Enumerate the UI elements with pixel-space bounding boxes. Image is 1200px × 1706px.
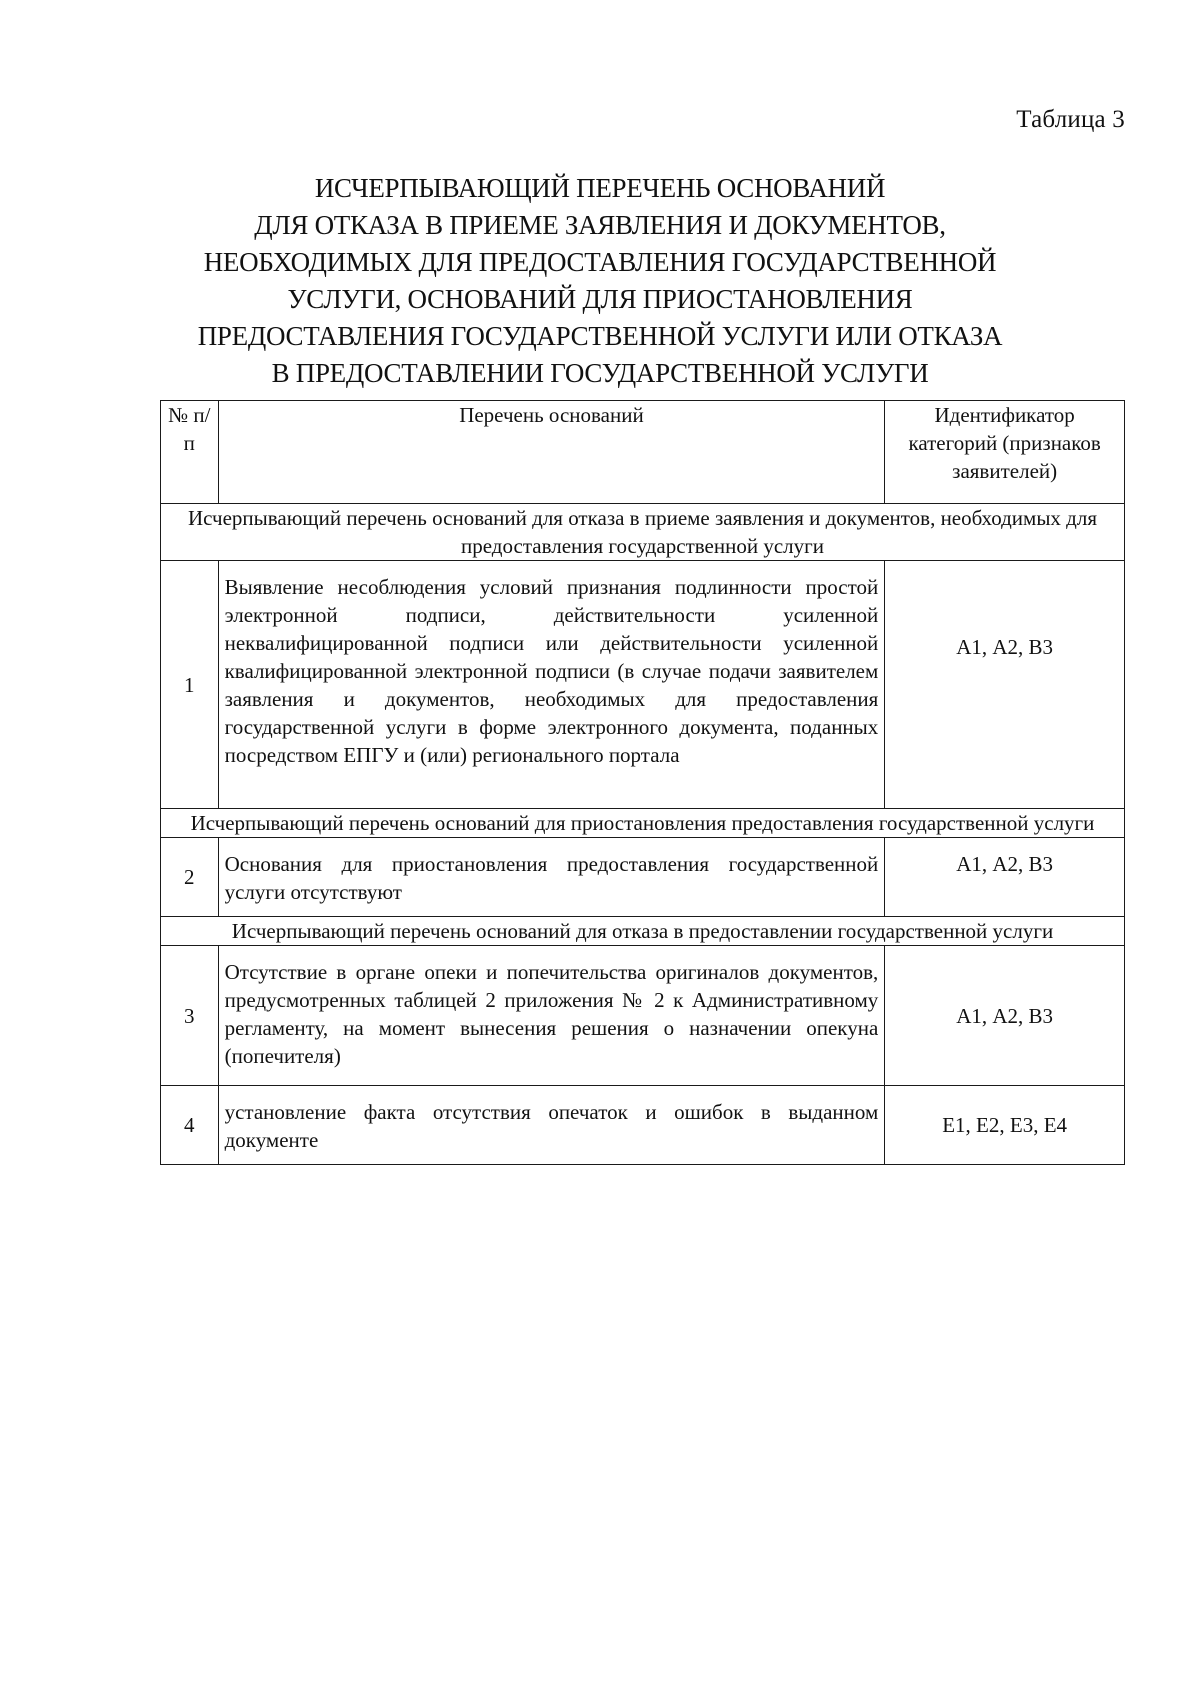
header-number: № п/п <box>161 401 219 504</box>
section-header-row <box>161 917 1125 946</box>
title-line: ДЛЯ ОТКАЗА В ПРИЕМЕ ЗАЯВЛЕНИЯ И ДОКУМЕНТОВ, <box>254 210 946 240</box>
title-line: В ПРЕДОСТАВЛЕНИИ ГОСУДАРСТВЕННОЙ УСЛУГИ <box>271 358 929 388</box>
title-line: ПРЕДОСТАВЛЕНИЯ ГОСУДАРСТВЕННОЙ УСЛУГИ ИЛИ ОТКАЗА <box>197 321 1003 351</box>
document-title <box>150 170 1050 392</box>
row-identifier: А1, А2, В3 <box>885 946 1125 1086</box>
row-identifier: А1, А2, В3 <box>885 561 1125 809</box>
row-number: 2 <box>161 838 219 917</box>
table-row <box>161 838 1125 917</box>
row-reason-text: Основания для приостановления предоставления государственной услуги отсутствуют <box>218 838 885 917</box>
table-header-row <box>161 401 1125 504</box>
table-label: Таблица 3 <box>1016 106 1125 133</box>
row-reason-text: Отсутствие в органе опеки и попечительства оригиналов документов, предусмотренных таблицей 2 приложения № 2 к Административному регламенту, на момент вынесения решения о назначении опекуна (попечителя) <box>218 946 885 1086</box>
row-reason-text: установление факта отсутствия опечаток и ошибок в выданном документе <box>218 1086 885 1165</box>
title-line: ИСЧЕРПЫВАЮЩИЙ ПЕРЕЧЕНЬ ОСНОВАНИЙ <box>314 173 886 203</box>
section-title-refusal-acceptance: Исчерпывающий перечень оснований для отказа в приеме заявления и документов, необходимых для предоставления государственной услуги <box>161 504 1125 561</box>
table-row <box>161 946 1125 1086</box>
row-number: 1 <box>161 561 219 809</box>
row-identifier: А1, А2, В3 <box>885 838 1125 917</box>
title-line: УСЛУГИ, ОСНОВАНИЙ ДЛЯ ПРИОСТАНОВЛЕНИЯ <box>287 284 913 314</box>
section-title-suspension: Исчерпывающий перечень оснований для приостановления предоставления государственной услуги <box>161 809 1125 838</box>
row-number: 4 <box>161 1086 219 1165</box>
row-identifier: Е1, Е2, Е3, Е4 <box>885 1086 1125 1165</box>
table-row <box>161 1086 1125 1165</box>
section-header-row <box>161 809 1125 838</box>
row-number: 3 <box>161 946 219 1086</box>
row-reason-text: Выявление несоблюдения условий признания подлинности простой электронной подписи, действительности усиленной неквалифицированной подписи или действительности усиленной квалифицированной электронной подписи (в случае подачи заявителем заявления и документов, необходимых для предоставления государственной услуги в форме электронного документа, поданных посредством ЕПГУ и (или) регионального портала <box>218 561 885 809</box>
header-identifier: Идентификатор категорий (признаков заявителей) <box>885 401 1125 504</box>
header-reasons: Перечень оснований <box>218 401 885 504</box>
reasons-table <box>160 400 1125 1165</box>
table-row <box>161 561 1125 809</box>
section-header-row <box>161 504 1125 561</box>
title-line: НЕОБХОДИМЫХ ДЛЯ ПРЕДОСТАВЛЕНИЯ ГОСУДАРСТВЕННОЙ <box>203 247 997 277</box>
section-title-refusal-provision: Исчерпывающий перечень оснований для отказа в предоставлении государственной услуги <box>161 917 1125 946</box>
